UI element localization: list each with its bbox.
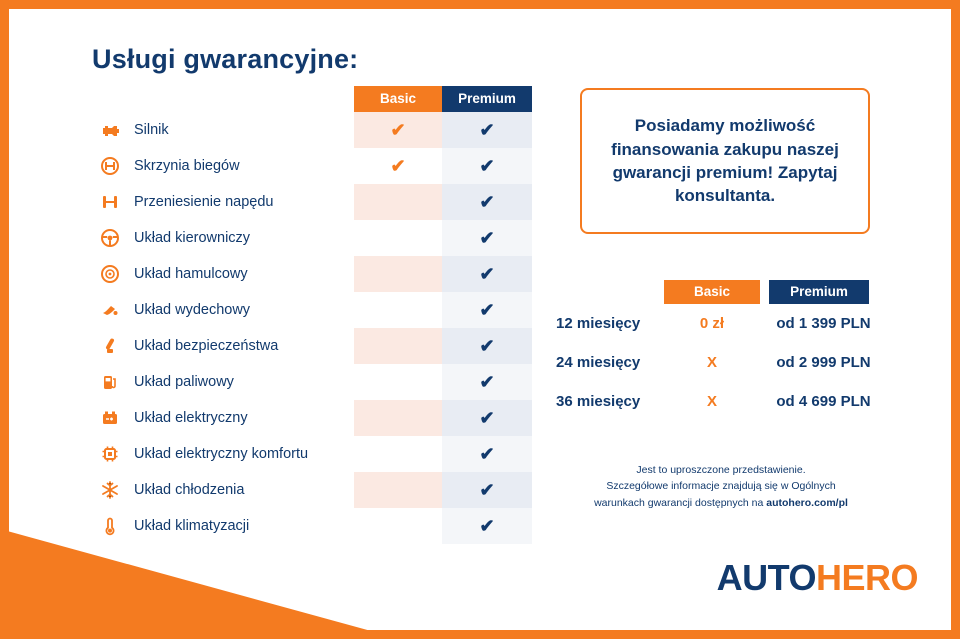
price-table — [556, 280, 886, 421]
row-label: Układ elektryczny komfortu — [134, 446, 309, 462]
disclaimer-line-1: Jest to uproszczone przedstawienie. — [636, 464, 806, 476]
cell-basic-mark — [354, 436, 442, 472]
cell-basic-bg — [354, 472, 442, 508]
price-basic: X — [706, 393, 717, 410]
cell-premium-mark: ✔ — [479, 372, 495, 392]
table-row — [92, 328, 532, 364]
exhaust-icon — [100, 300, 120, 320]
cell-premium-bg — [442, 508, 532, 544]
row-label: Układ elektryczny — [134, 410, 248, 426]
cell-basic-bg — [354, 292, 442, 328]
cell-premium-bg — [442, 148, 532, 184]
row-label: Układ chłodzenia — [134, 482, 245, 498]
disclaimer-line-3 — [556, 495, 886, 511]
table-row — [92, 112, 532, 148]
cell-premium-mark: ✔ — [479, 156, 495, 176]
cell-premium-bg — [442, 256, 532, 292]
price-term: 24 miesięcy — [556, 354, 641, 371]
chip-icon — [100, 444, 120, 464]
table-row — [92, 364, 532, 400]
coverage-header-basic: Basic — [354, 86, 442, 112]
row-label: Układ wydechowy — [134, 302, 251, 318]
cell-premium-mark: ✔ — [479, 480, 495, 500]
price-premium: od 4 699 PLN — [776, 393, 871, 410]
row-label: Silnik — [134, 122, 169, 138]
page-title: Usługi gwarancyjne: — [92, 44, 359, 74]
cell-premium-mark: ✔ — [479, 300, 495, 320]
price-row — [556, 304, 886, 343]
price-row — [556, 382, 886, 421]
cell-premium-bg — [442, 364, 532, 400]
table-row — [92, 256, 532, 292]
cell-basic-bg — [354, 508, 442, 544]
row-label: Układ klimatyzacji — [134, 518, 250, 534]
cell-premium-mark: ✔ — [479, 408, 495, 428]
snowflake-icon — [100, 480, 120, 500]
coverage-table-body — [92, 112, 532, 544]
cell-basic-bg — [354, 400, 442, 436]
price-header-basic: Basic — [664, 280, 760, 304]
coverage-table-header — [92, 86, 532, 112]
disclaimer-line-3-text: warunkach gwarancji dostępnych na — [594, 496, 767, 509]
price-term: 36 miesięcy — [556, 393, 641, 410]
cell-basic-bg — [354, 364, 442, 400]
table-row — [92, 436, 532, 472]
price-row — [556, 343, 886, 382]
coverage-table — [92, 86, 532, 544]
cell-basic-bg — [354, 112, 442, 148]
cell-basic-mark: ✔ — [390, 156, 406, 176]
cell-basic-mark — [354, 364, 442, 400]
cell-premium-bg — [442, 400, 532, 436]
cell-premium-bg — [442, 112, 532, 148]
price-basic: 0 zł — [699, 315, 725, 332]
cell-basic-mark: ✔ — [390, 120, 406, 140]
price-term: 12 miesięcy — [556, 315, 641, 332]
table-row — [92, 472, 532, 508]
thermometer-icon — [100, 516, 120, 536]
cell-premium-bg — [442, 220, 532, 256]
price-header-premium: Premium — [769, 280, 869, 304]
steering-wheel-icon — [100, 228, 120, 248]
cell-premium-mark: ✔ — [479, 516, 495, 536]
cell-premium-mark: ✔ — [479, 120, 495, 140]
table-row — [92, 148, 532, 184]
autohero-logo — [717, 557, 918, 599]
cell-premium-mark: ✔ — [479, 444, 495, 464]
logo-hero: HERO — [815, 557, 918, 598]
price-premium: od 2 999 PLN — [776, 354, 871, 371]
decorative-wedge — [0, 529, 400, 639]
cell-basic-bg — [354, 328, 442, 364]
disclaimer — [556, 462, 886, 511]
row-label: Przeniesienie napędu — [134, 194, 274, 210]
cell-basic-bg — [354, 148, 442, 184]
cell-premium-bg — [442, 292, 532, 328]
gearbox-icon — [100, 156, 120, 176]
price-table-header — [556, 280, 886, 304]
cell-basic-bg — [354, 220, 442, 256]
row-label: Układ hamulcowy — [134, 266, 248, 282]
seatbelt-icon — [100, 336, 120, 356]
cell-basic-mark — [354, 256, 442, 292]
cell-premium-bg — [442, 184, 532, 220]
cell-premium-mark: ✔ — [479, 264, 495, 284]
table-row — [92, 292, 532, 328]
cell-basic-mark — [354, 508, 442, 544]
disclaimer-line-2: Szczegółowe informacje znajdują się w Ogólnych — [606, 480, 836, 493]
cell-basic-mark — [354, 184, 442, 220]
frame-border-top — [0, 0, 960, 9]
table-row — [92, 400, 532, 436]
cell-premium-bg — [442, 328, 532, 364]
cell-premium-mark: ✔ — [479, 192, 495, 212]
cell-basic-mark — [354, 472, 442, 508]
row-label: Układ kierowniczy — [134, 230, 251, 246]
cell-basic-mark — [354, 220, 442, 256]
cell-basic-mark — [354, 400, 442, 436]
battery-icon — [100, 408, 120, 428]
logo-auto: AUTO — [716, 557, 816, 598]
cell-basic-bg — [354, 436, 442, 472]
row-label: Układ bezpieczeństwa — [134, 338, 279, 354]
price-basic: X — [706, 354, 717, 371]
cell-basic-mark — [354, 328, 442, 364]
financing-promo-box — [580, 88, 870, 234]
cell-premium-mark: ✔ — [479, 336, 495, 356]
cell-basic-mark — [354, 292, 442, 328]
table-row — [92, 508, 532, 544]
price-premium: od 1 399 PLN — [776, 315, 871, 332]
cell-premium-mark: ✔ — [479, 228, 495, 248]
cell-premium-bg — [442, 436, 532, 472]
disclaimer-link[interactable]: autohero.com/pl — [766, 496, 848, 509]
cell-basic-bg — [354, 256, 442, 292]
brake-disc-icon — [100, 264, 120, 284]
frame-border-right — [951, 0, 960, 639]
drivetrain-icon — [100, 192, 120, 212]
engine-icon — [100, 120, 120, 140]
table-row — [92, 220, 532, 256]
cell-basic-bg — [354, 184, 442, 220]
row-label: Skrzynia biegów — [134, 158, 240, 174]
table-row — [92, 184, 532, 220]
row-label: Układ paliwowy — [134, 374, 234, 390]
cell-premium-bg — [442, 472, 532, 508]
fuel-pump-icon — [100, 372, 120, 392]
coverage-header-premium: Premium — [442, 86, 532, 112]
financing-promo-text: Posiadamy możliwość finansowania zakupu naszej gwarancji premium! Zapytaj konsultanta. — [611, 116, 839, 206]
